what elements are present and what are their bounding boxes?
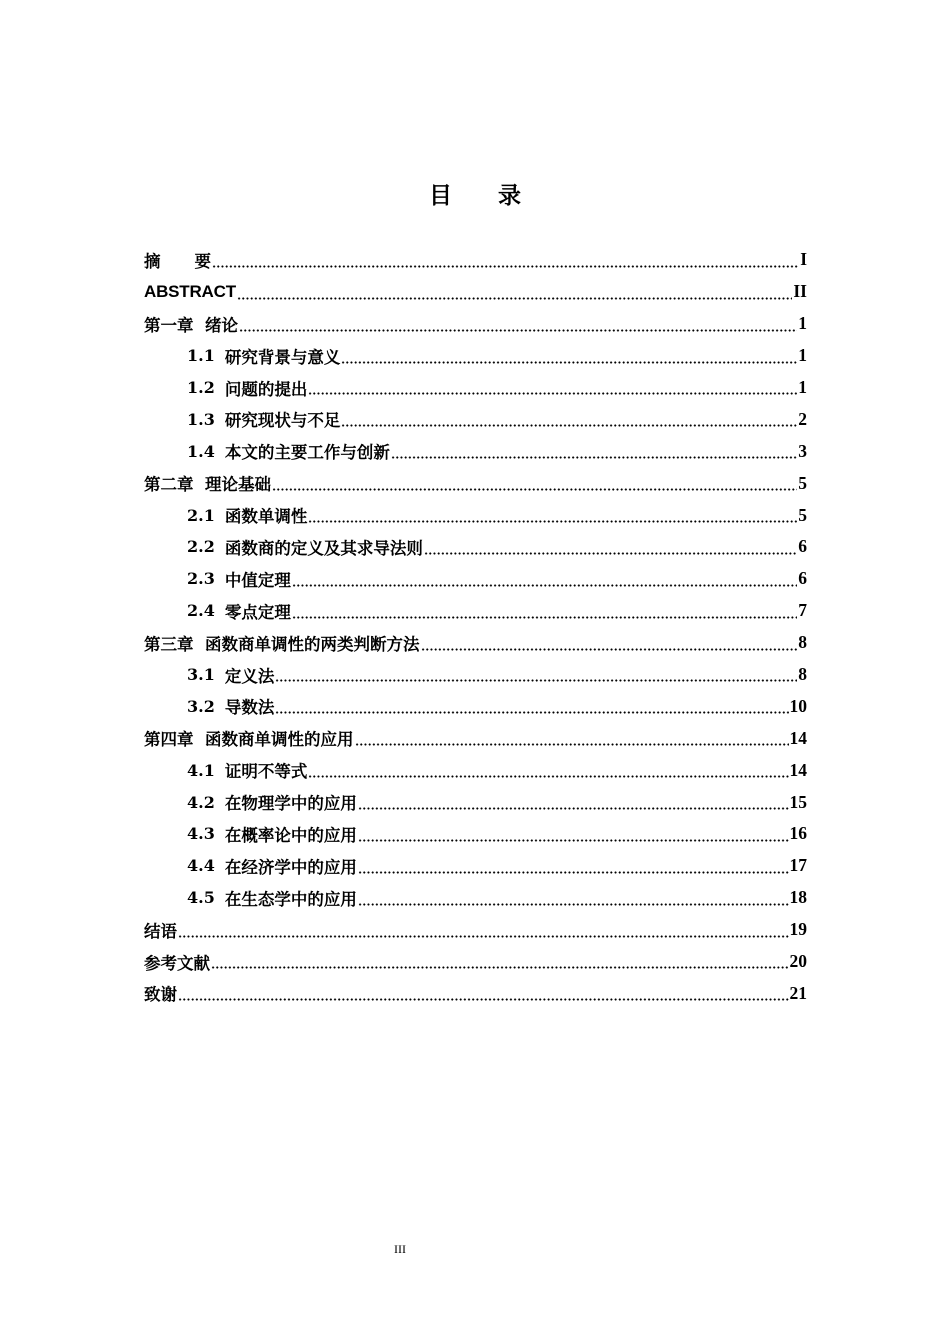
toc-entry-label: 在概率论中的应用	[224, 825, 357, 845]
toc-entry-page: 21	[789, 982, 807, 1003]
toc-entry-page: 6	[798, 568, 807, 589]
toc-entry-number: 2.1	[187, 505, 215, 525]
toc-entry-section[interactable]	[144, 786, 807, 818]
toc-entry-chapter[interactable]	[144, 467, 807, 499]
toc-entry-page: 19	[789, 919, 807, 940]
toc-entry-page: 1	[798, 345, 807, 366]
toc-entry-page: II	[793, 281, 807, 302]
toc-entry-page: 1	[798, 313, 807, 334]
toc-entry-label: 证明不等式	[224, 762, 308, 782]
toc-entry-number: 1.1	[187, 346, 215, 366]
toc-dot-leader	[239, 329, 797, 332]
toc-entry-section[interactable]	[144, 659, 807, 691]
toc-entry-number: 4.3	[187, 824, 215, 844]
toc-entry-section[interactable]	[144, 531, 807, 563]
toc-entry-chapter[interactable]	[144, 308, 807, 340]
toc-entry-label: 在经济学中的应用	[224, 857, 357, 877]
toc-entry-number: 4.1	[187, 760, 215, 780]
toc-entry-number: 3.1	[187, 665, 215, 685]
toc-entry-label: ABSTRACT	[144, 281, 236, 301]
toc-entry-label: 函数单调性	[224, 507, 308, 527]
toc-entry-page: 5	[798, 504, 807, 525]
toc-dot-leader	[292, 616, 797, 619]
toc-entry-label: 研究背景与意义	[224, 347, 341, 367]
toc-entry-chapter[interactable]	[144, 722, 807, 754]
toc-entry-label: 导数法	[224, 698, 275, 718]
page-footer-number: III	[394, 1242, 406, 1256]
toc-entry-number: 2.3	[187, 569, 215, 589]
toc-entry-section[interactable]	[144, 403, 807, 435]
toc-entry-section[interactable]	[144, 850, 807, 882]
toc-entry-section[interactable]	[144, 818, 807, 850]
toc-entry-label: 本文的主要工作与创新	[224, 443, 390, 463]
toc-dot-leader	[211, 966, 789, 969]
toc-dot-leader	[275, 679, 797, 682]
toc-entry-page: 6	[798, 536, 807, 557]
toc-entry-chapter[interactable]	[144, 627, 807, 659]
toc-entry-label: 致谢	[144, 985, 177, 1005]
toc-entry-number: 2.2	[187, 537, 215, 557]
toc-entry-section[interactable]	[144, 690, 807, 722]
toc-entry-chapter[interactable]	[144, 946, 807, 978]
toc-entry-page: 17	[789, 855, 807, 876]
toc-entry-label: 第三章 函数商单调性的两类判断方法	[144, 634, 420, 654]
toc-dot-leader	[341, 361, 797, 364]
toc-entry-page: 15	[789, 791, 807, 812]
toc-dot-leader	[178, 998, 789, 1001]
toc-dot-leader	[424, 552, 797, 555]
toc-dot-leader	[178, 935, 789, 938]
toc-dot-leader	[358, 871, 789, 874]
title-char-right: 录	[498, 183, 521, 209]
toc-entry-page: 8	[798, 632, 807, 653]
toc-entry-label: 参考文献	[144, 953, 210, 973]
toc-dot-leader	[391, 456, 797, 459]
toc-dot-leader	[292, 584, 797, 587]
toc-dot-leader	[308, 775, 788, 778]
toc-entry-number: 4.2	[187, 792, 215, 812]
toc-entry-number: 2.4	[187, 601, 215, 621]
toc-entry-label: 结语	[144, 921, 177, 941]
toc-entry-section[interactable]	[144, 372, 807, 404]
toc-entry-chapter[interactable]	[144, 914, 807, 946]
toc-entry-page: I	[800, 249, 807, 270]
toc-entry-label: 在物理学中的应用	[224, 794, 357, 814]
toc-entry-chapter[interactable]	[144, 977, 807, 1009]
toc-entry-label: 零点定理	[224, 602, 291, 622]
toc-entry-label: 摘 要	[144, 251, 211, 271]
toc-entry-number: 1.3	[187, 409, 215, 429]
toc-dot-leader	[308, 520, 797, 523]
toc-entry-page: 14	[789, 727, 807, 748]
toc-entry-section[interactable]	[144, 882, 807, 914]
toc-entry-page: 14	[789, 759, 807, 780]
toc-entry-number: 4.5	[187, 888, 215, 908]
toc-dot-leader	[358, 807, 789, 810]
toc-entry-label: 在生态学中的应用	[224, 889, 357, 909]
table-of-contents	[144, 244, 807, 1009]
toc-dot-leader	[358, 839, 789, 842]
toc-entry-label: 中值定理	[224, 570, 291, 590]
toc-dot-leader	[212, 265, 799, 268]
toc-entry-page: 8	[798, 664, 807, 685]
toc-entry-number: 1.2	[187, 378, 215, 397]
toc-entry-section[interactable]	[144, 340, 807, 372]
toc-entry-abstract-en[interactable]	[144, 276, 807, 308]
page-title	[0, 178, 950, 214]
toc-dot-leader	[421, 648, 798, 651]
toc-dot-leader	[358, 903, 789, 906]
toc-entry-page: 10	[789, 695, 807, 716]
toc-entry-page: 7	[798, 600, 807, 621]
toc-entry-page: 18	[789, 887, 807, 908]
toc-entry-abstract-cn[interactable]	[144, 244, 807, 276]
toc-entry-page: 1	[798, 377, 807, 397]
toc-entry-label: 问题的提出	[224, 379, 308, 399]
toc-entry-number: 1.4	[187, 441, 215, 461]
toc-entry-page: 3	[798, 440, 807, 461]
toc-dot-leader	[355, 743, 789, 746]
toc-entry-label: 第二章 理论基础	[144, 475, 271, 495]
toc-entry-label: 研究现状与不足	[224, 411, 341, 431]
toc-entry-label: 第一章 绪论	[144, 315, 238, 335]
toc-dot-leader	[341, 424, 797, 427]
toc-entry-page: 20	[789, 951, 807, 972]
toc-dot-leader	[275, 711, 788, 714]
toc-entry-page: 5	[798, 472, 807, 493]
toc-entry-page: 16	[789, 823, 807, 844]
title-char-left: 目	[429, 183, 452, 209]
toc-entry-label: 第四章 函数商单调性的应用	[144, 730, 354, 750]
toc-dot-leader	[308, 392, 797, 395]
toc-entry-page: 2	[798, 408, 807, 429]
toc-dot-leader	[272, 488, 797, 491]
toc-entry-section[interactable]	[144, 595, 807, 627]
toc-entry-label: 定义法	[224, 666, 275, 686]
toc-entry-section[interactable]	[144, 563, 807, 595]
toc-entry-number: 3.2	[187, 696, 215, 716]
toc-entry-label: 函数商的定义及其求导法则	[224, 538, 423, 558]
toc-entry-section[interactable]	[144, 754, 807, 786]
toc-entry-section[interactable]	[144, 499, 807, 531]
toc-dot-leader	[237, 297, 792, 300]
toc-entry-number: 4.4	[187, 856, 215, 876]
toc-entry-section[interactable]	[144, 435, 807, 467]
